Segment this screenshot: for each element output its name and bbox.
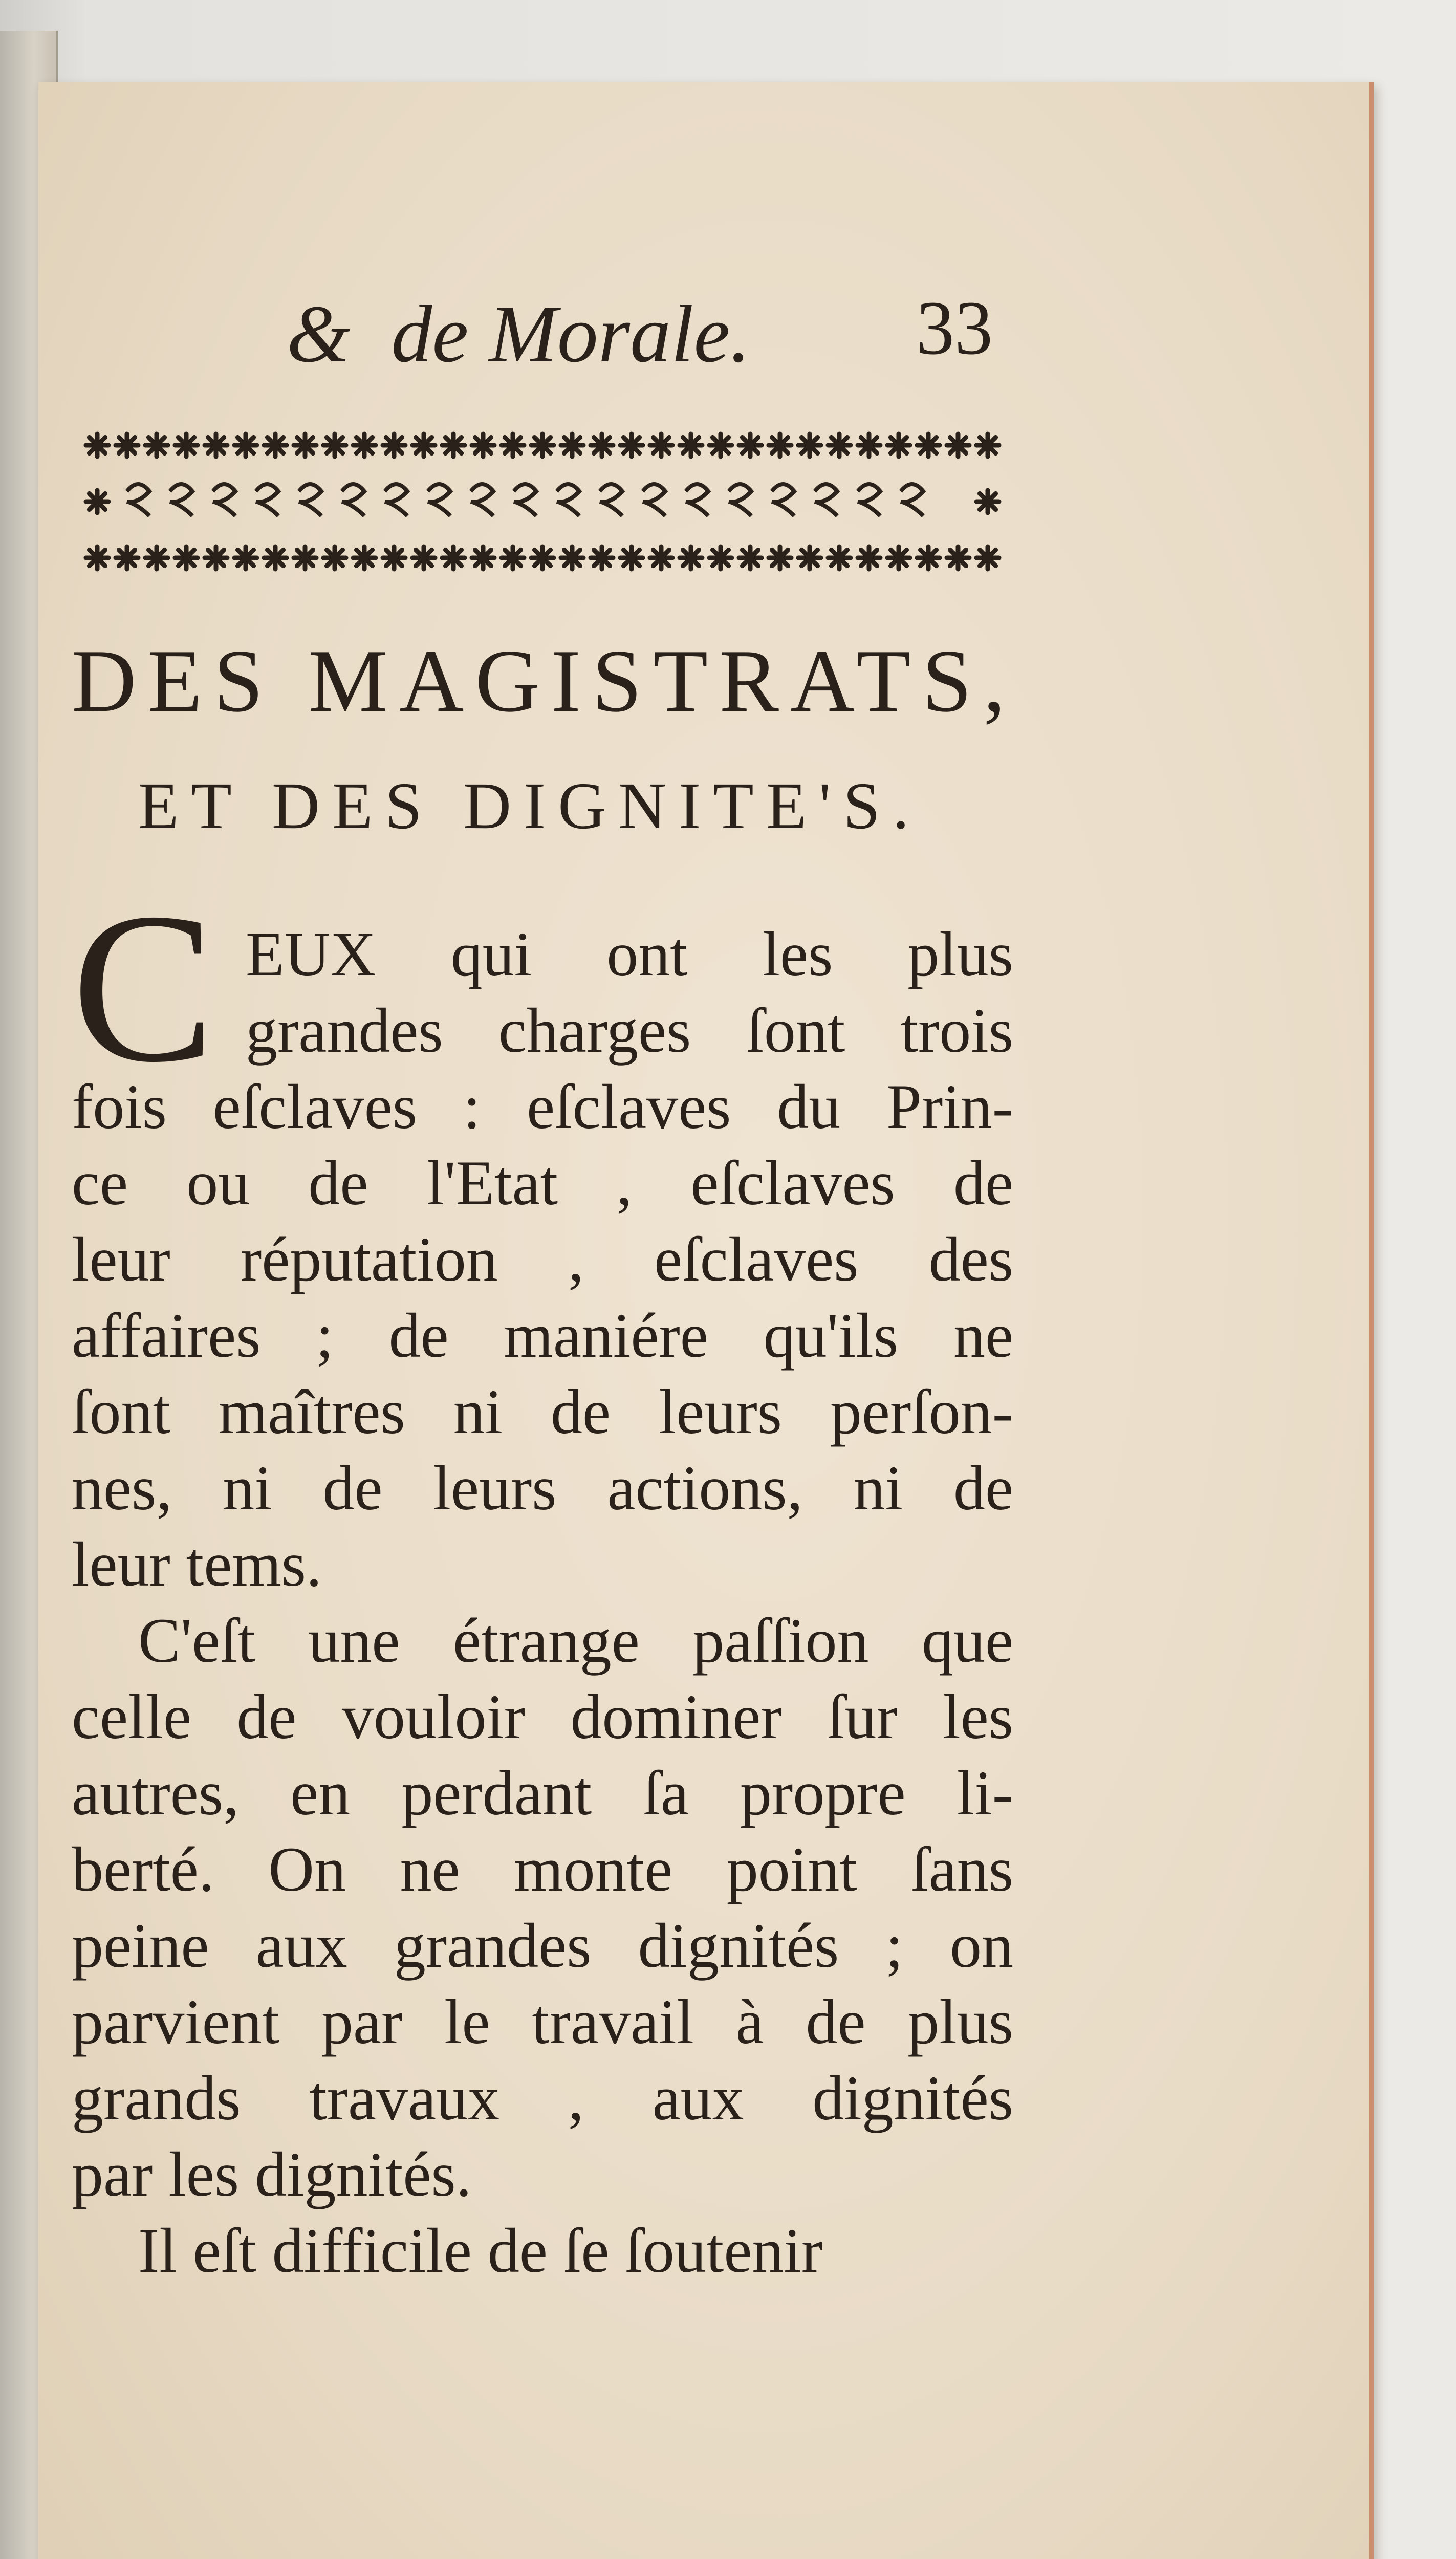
text-line: parvient par le travail à de plus (72, 1987, 1013, 2057)
text-line: leur réputation , eſclaves des (72, 1224, 1013, 1294)
drop-cap: C (72, 869, 215, 1107)
text-line: affaires ; de maniére qu'ils ne (72, 1300, 1013, 1371)
text-line: peine aux grandes dignités ; on (72, 1911, 1013, 1981)
chapter-subtitle: ET DES DIGNITE'S. (138, 769, 922, 843)
first-lines (246, 916, 1013, 1069)
text-line: fois eſclaves : eſclaves du Prin- (72, 1072, 1013, 1142)
text-line: Il eſt difficile de ſe ſoutenir (138, 2216, 823, 2286)
decorative-ornament-band (82, 425, 1003, 578)
header-title: de Morale. (391, 288, 751, 379)
text-line: ſont maîtres ni de leurs perſon- (72, 1377, 1013, 1447)
text-line: leur tems. (72, 1529, 322, 1599)
text-line: grands travaux , aux dignités (72, 2063, 1013, 2133)
text-line: autres, en perdant ſa propre li- (72, 1758, 1013, 1828)
text-line: ce ou de l'Etat , eſclaves de (72, 1148, 1013, 1218)
text-line: celle de vouloir dominer ſur les (72, 1682, 1013, 1752)
text-line: nes, ni de leurs actions, ni de (72, 1453, 1013, 1523)
text-line: berté. On ne monte point ſans (72, 1834, 1013, 1904)
body-text (72, 1069, 1013, 2289)
text-line: EUX qui ont les plus (246, 919, 1013, 989)
page-number: 33 (916, 286, 993, 371)
text-line: C'eſt une étrange paſſion que (138, 1606, 1013, 1676)
text-line: grandes charges ſont trois (246, 995, 1013, 1066)
chapter-title: DES MAGISTRATS, (72, 631, 1017, 730)
header-ampersand: & (287, 288, 351, 379)
text-line: par les dignités. (72, 2139, 472, 2209)
